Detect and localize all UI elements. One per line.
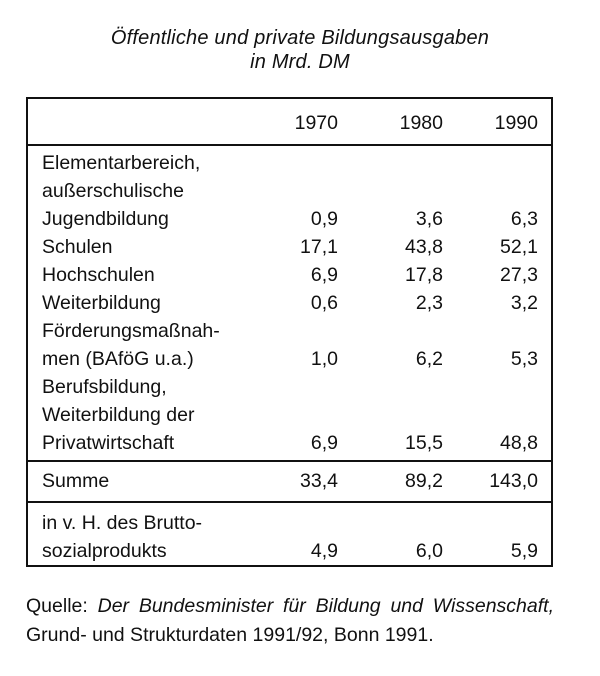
row-label: Weiterbildung der bbox=[42, 404, 195, 426]
row-label: Berufsbildung, bbox=[42, 376, 167, 398]
source-prefix: Quelle: bbox=[26, 595, 88, 617]
header-divider bbox=[28, 144, 551, 146]
table-cell: 1,0 bbox=[310, 348, 338, 370]
table-cell: 6,2 bbox=[415, 348, 443, 370]
row-label: Schulen bbox=[42, 236, 113, 258]
sum-divider-bottom bbox=[28, 501, 551, 503]
row-label: Hochschulen bbox=[42, 264, 155, 286]
table-cell: 3,6 bbox=[415, 208, 443, 230]
row-label: Weiterbildung bbox=[42, 292, 161, 314]
table-cell: 5,3 bbox=[510, 348, 538, 370]
table-cell: 5,9 bbox=[510, 540, 538, 562]
table-cell: 17,8 bbox=[405, 264, 443, 286]
sum-label: Summe bbox=[42, 470, 110, 492]
year-header-1980: 1980 bbox=[399, 112, 443, 134]
row-label: Elementarbereich, bbox=[42, 152, 201, 174]
table-cell: 52,1 bbox=[500, 236, 538, 258]
row-label: sozialprodukts bbox=[42, 540, 167, 562]
table-cell: 27,3 bbox=[500, 264, 538, 286]
source-details: Grund- und Strukturdaten 1991/92, Bonn 1991. bbox=[26, 624, 434, 646]
sum-divider-top bbox=[28, 460, 551, 462]
table-cell: 43,8 bbox=[405, 236, 443, 258]
table-cell: 0,9 bbox=[310, 208, 338, 230]
table-cell: 17,1 bbox=[300, 236, 338, 258]
row-label: men (BAföG u.a.) bbox=[42, 348, 194, 370]
table-cell: 6,9 bbox=[310, 264, 338, 286]
sum-cell: 143,0 bbox=[489, 470, 538, 492]
row-label: in v. H. des Brutto- bbox=[42, 512, 203, 534]
table-cell: 4,9 bbox=[310, 540, 338, 562]
table-subtitle: in Mrd. DM bbox=[250, 51, 350, 73]
table-title: Öffentliche und private Bildungsausgaben bbox=[110, 27, 490, 49]
table-cell: 3,2 bbox=[510, 292, 538, 314]
year-header-1970: 1970 bbox=[294, 112, 338, 134]
sum-cell: 33,4 bbox=[300, 470, 338, 492]
source-publisher: Der Bundesminister für Bildung und Wissenschaft, bbox=[97, 595, 554, 617]
table-cell: 6,3 bbox=[510, 208, 538, 230]
table-cell: 2,3 bbox=[415, 292, 443, 314]
year-header-1990: 1990 bbox=[494, 112, 538, 134]
table-cell: 48,8 bbox=[500, 432, 538, 454]
row-label: Privatwirtschaft bbox=[42, 432, 175, 454]
row-label: außerschulische bbox=[42, 180, 184, 202]
source-note bbox=[26, 592, 554, 650]
table-cell: 15,5 bbox=[405, 432, 443, 454]
row-label: Jugendbildung bbox=[42, 208, 169, 230]
table-cell: 6,0 bbox=[415, 540, 443, 562]
table-cell: 6,9 bbox=[310, 432, 338, 454]
row-label: Förderungsmaßnah- bbox=[42, 320, 220, 342]
sum-cell: 89,2 bbox=[405, 470, 443, 492]
expenditure-table bbox=[26, 97, 553, 567]
table-cell: 0,6 bbox=[310, 292, 338, 314]
